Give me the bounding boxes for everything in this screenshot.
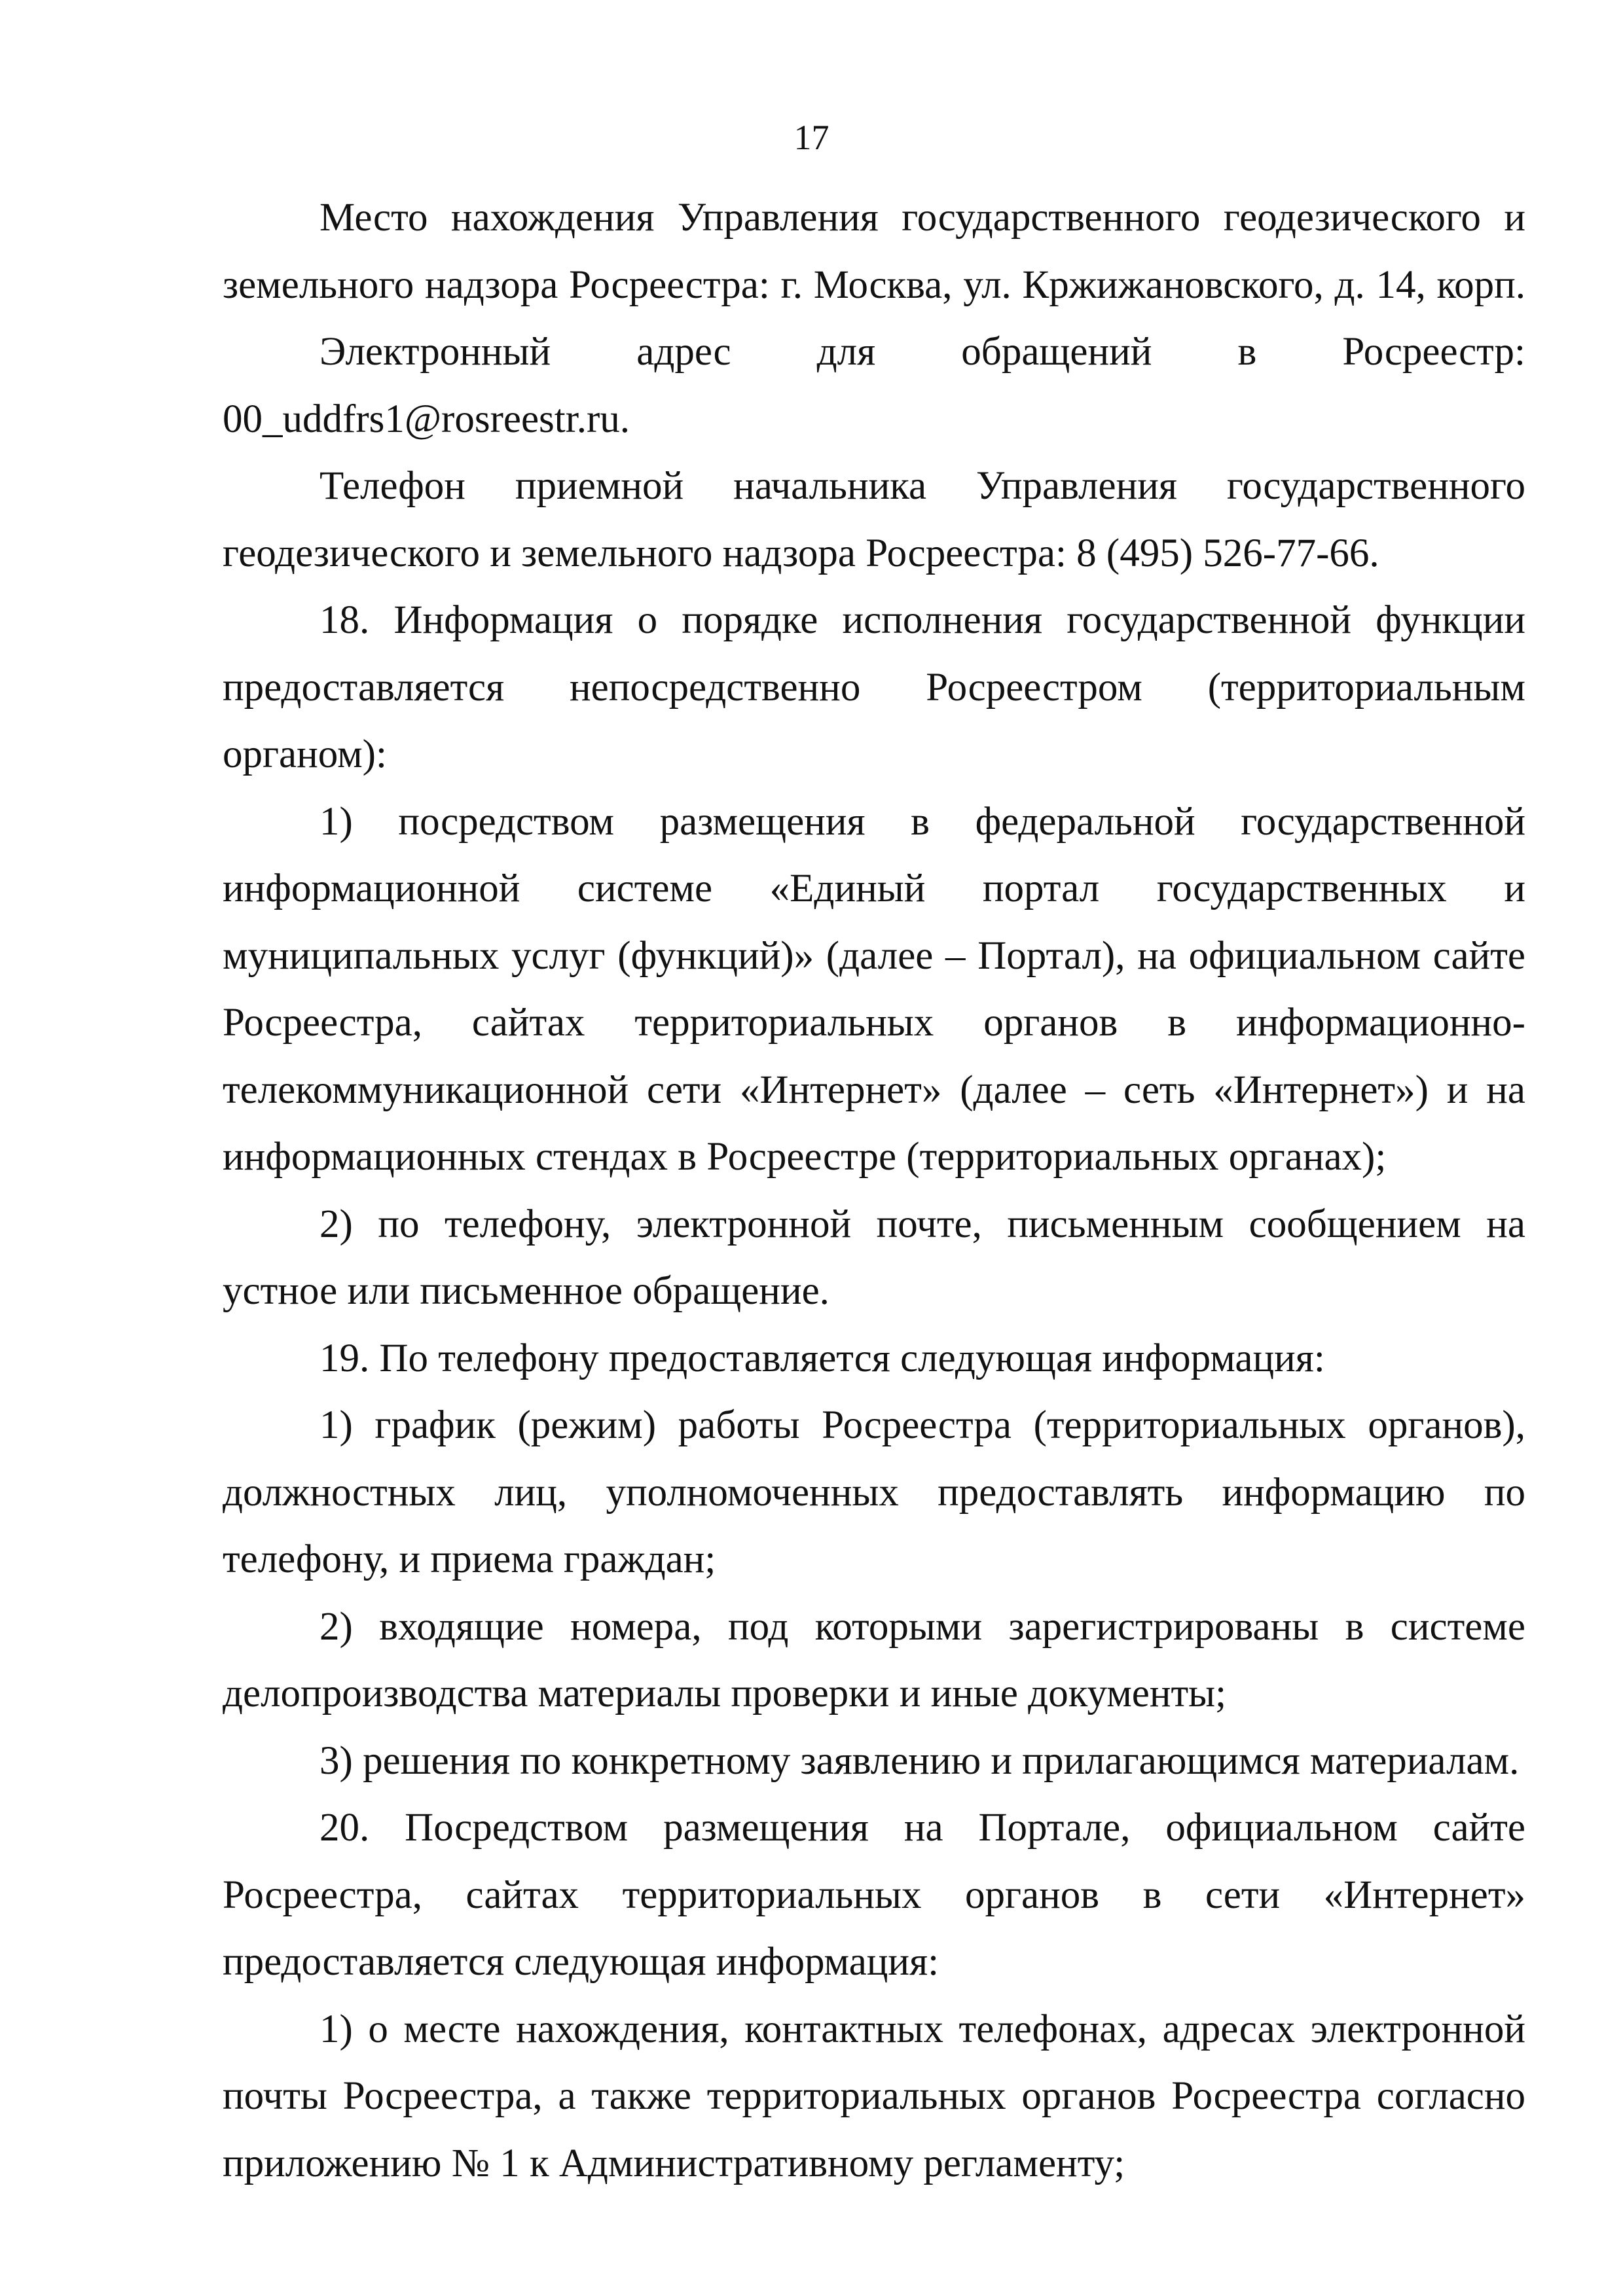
page-number: 17 — [793, 118, 830, 157]
paragraph-clause-18: 18. Информация о порядке исполнения государственной функции предоставляется непосредственно Росреестром (территориальным органом): — [223, 598, 1525, 776]
paragraph-clause-19-item-3: 3) решения по конкретному заявлению и прилагающимся материалам. — [319, 1738, 1520, 1783]
paragraph-clause-19-item-1: 1) график (режим) работы Росреестра (территориальных органов), должностных лиц, уполномоченных предоставлять информацию по телефону, и приема граждан; — [223, 1403, 1525, 1581]
document-body — [223, 185, 1525, 2197]
paragraph-reception-phone: Телефон приемной начальника Управления государственного геодезического и земельного надзора Росреестра: 8 (495) 526-77-66. — [223, 464, 1525, 575]
paragraph-clause-18-item-1: 1) посредством размещения в федеральной государственной информационной системе «Единый портал государственных и муниципальных услуг (функций)» (далее – Портал), на официальном сайте Росреестра, сайтах территориальных органов в информационно-телекоммуникационной сети «Интернет» (далее – сеть «Интернет») и на информационных стендах в Росреестре (территориальных органах); — [223, 799, 1525, 1179]
paragraph-email-address: Электронный адрес для обращений в Росреестр: 00_uddfrs1@rosreestr.ru. — [223, 330, 1525, 441]
paragraph-clause-20: 20. Посредством размещения на Портале, официальном сайте Росреестра, сайтах территориальных органов в сети «Интернет» предоставляется следующая информация: — [223, 1806, 1525, 1984]
paragraph-clause-20-item-1: 1) о месте нахождения, контактных телефонах, адресах электронной почты Росреестра, а также территориальных органов Росреестра согласно приложению № 1 к Административному регламенту; — [223, 2007, 1525, 2185]
paragraph-clause-18-item-2: 2) по телефону, электронной почте, письменным сообщением на устное или письменное обращение. — [223, 1202, 1525, 1313]
paragraph-clause-19-item-2: 2) входящие номера, под которыми зарегистрированы в системе делопроизводства материалы проверки и иные документы; — [223, 1604, 1525, 1715]
paragraph-clause-19: 19. По телефону предоставляется следующая информация: — [319, 1336, 1325, 1380]
paragraph-office-location: Место нахождения Управления государственного геодезического и земельного надзора Росреестра: г. Москва, ул. Кржижановского, д. 14, корп. — [223, 196, 1525, 307]
